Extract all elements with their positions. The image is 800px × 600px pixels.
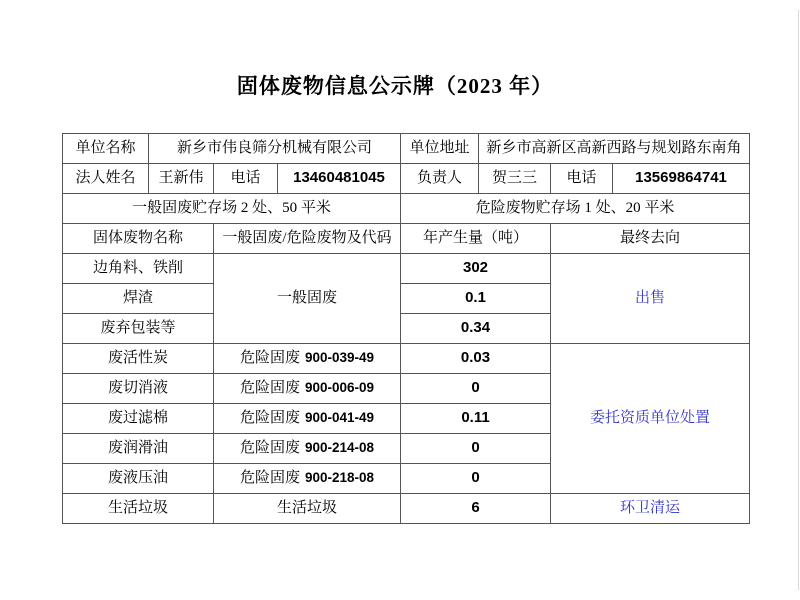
phone1-value-cell: 13460481045 — [278, 164, 401, 194]
waste-amount-cell: 302 — [401, 254, 551, 284]
waste-amount-cell: 0 — [401, 434, 551, 464]
phone2-value-cell: 13569864741 — [613, 164, 750, 194]
waste-category-cell: 生活垃圾 — [214, 494, 401, 524]
phone2-label-cell: 电话 — [551, 164, 613, 194]
waste-name-cell: 废液压油 — [63, 464, 214, 494]
table-row — [63, 344, 750, 374]
waste-name-cell: 废切消液 — [63, 374, 214, 404]
waste-category-text: 危险固废 — [239, 410, 300, 427]
waste-category-cell — [214, 404, 401, 434]
header-waste-destination: 最终去向 — [551, 224, 750, 254]
header-waste-amount: 年产生量（吨） — [401, 224, 551, 254]
waste-category-text: 危险固废 — [239, 350, 300, 367]
waste-category-cell — [214, 344, 401, 374]
page-edge-line — [798, 10, 799, 590]
unit-address-value-cell: 新乡市高新区高新西路与规划路东南角 — [479, 134, 750, 164]
waste-destination-cell: 环卫清运 — [551, 494, 750, 524]
waste-code-text: 900-214-08 — [304, 440, 375, 456]
legal-name-value-cell: 王新伟 — [149, 164, 214, 194]
row-unit-info — [63, 134, 750, 164]
legal-name-label-cell: 法人姓名 — [63, 164, 149, 194]
unit-name-value-cell: 新乡市伟良筛分机械有限公司 — [149, 134, 401, 164]
waste-destination-cell: 委托资质单位处置 — [551, 344, 750, 494]
row-contacts — [63, 164, 750, 194]
waste-category-cell — [214, 434, 401, 464]
waste-amount-cell: 0.1 — [401, 284, 551, 314]
waste-name-cell: 废弃包装等 — [63, 314, 214, 344]
waste-amount-cell: 0 — [401, 374, 551, 404]
waste-name-cell: 焊渣 — [63, 284, 214, 314]
table-row — [63, 254, 750, 284]
waste-amount-cell: 0.34 — [401, 314, 551, 344]
phone1-label-cell: 电话 — [214, 164, 278, 194]
waste-amount-cell: 0.11 — [401, 404, 551, 434]
manager-label-cell: 负责人 — [401, 164, 479, 194]
general-storage-note-cell: 一般固废贮存场 2 处、50 平米 — [63, 194, 401, 224]
waste-category-text: 危险固废 — [239, 440, 300, 457]
header-waste-name: 固体废物名称 — [63, 224, 214, 254]
hazardous-storage-note-cell: 危险废物贮存场 1 处、20 平米 — [401, 194, 750, 224]
waste-category-cell — [214, 374, 401, 404]
waste-code-text: 900-041-49 — [304, 410, 375, 426]
waste-category-text: 危险固废 — [239, 380, 300, 397]
waste-amount-cell: 0 — [401, 464, 551, 494]
waste-category-text: 危险固废 — [239, 470, 300, 487]
row-waste-headers — [63, 224, 750, 254]
document-title: 固体废物信息公示牌（2023 年） — [236, 74, 554, 98]
waste-category-cell — [214, 464, 401, 494]
unit-address-label-cell: 单位地址 — [401, 134, 479, 164]
waste-amount-cell: 6 — [401, 494, 551, 524]
table-row — [63, 494, 750, 524]
waste-code-text: 900-218-08 — [304, 470, 375, 486]
waste-code-text: 900-039-49 — [304, 350, 375, 366]
waste-amount-cell: 0.03 — [401, 344, 551, 374]
waste-name-cell: 废过滤棉 — [63, 404, 214, 434]
waste-name-cell: 生活垃圾 — [63, 494, 214, 524]
unit-name-label-cell: 单位名称 — [63, 134, 149, 164]
waste-category-cell: 一般固废 — [214, 254, 401, 344]
manager-value-cell: 贺三三 — [479, 164, 551, 194]
row-storage-notes — [63, 194, 750, 224]
waste-name-cell: 废活性炭 — [63, 344, 214, 374]
header-waste-code: 一般固废/危险废物及代码 — [214, 224, 401, 254]
waste-code-text: 900-006-09 — [304, 380, 375, 396]
waste-destination-cell: 出售 — [551, 254, 750, 344]
waste-name-cell: 废润滑油 — [63, 434, 214, 464]
waste-notice-table — [62, 133, 750, 524]
waste-name-cell: 边角料、铁削 — [63, 254, 214, 284]
